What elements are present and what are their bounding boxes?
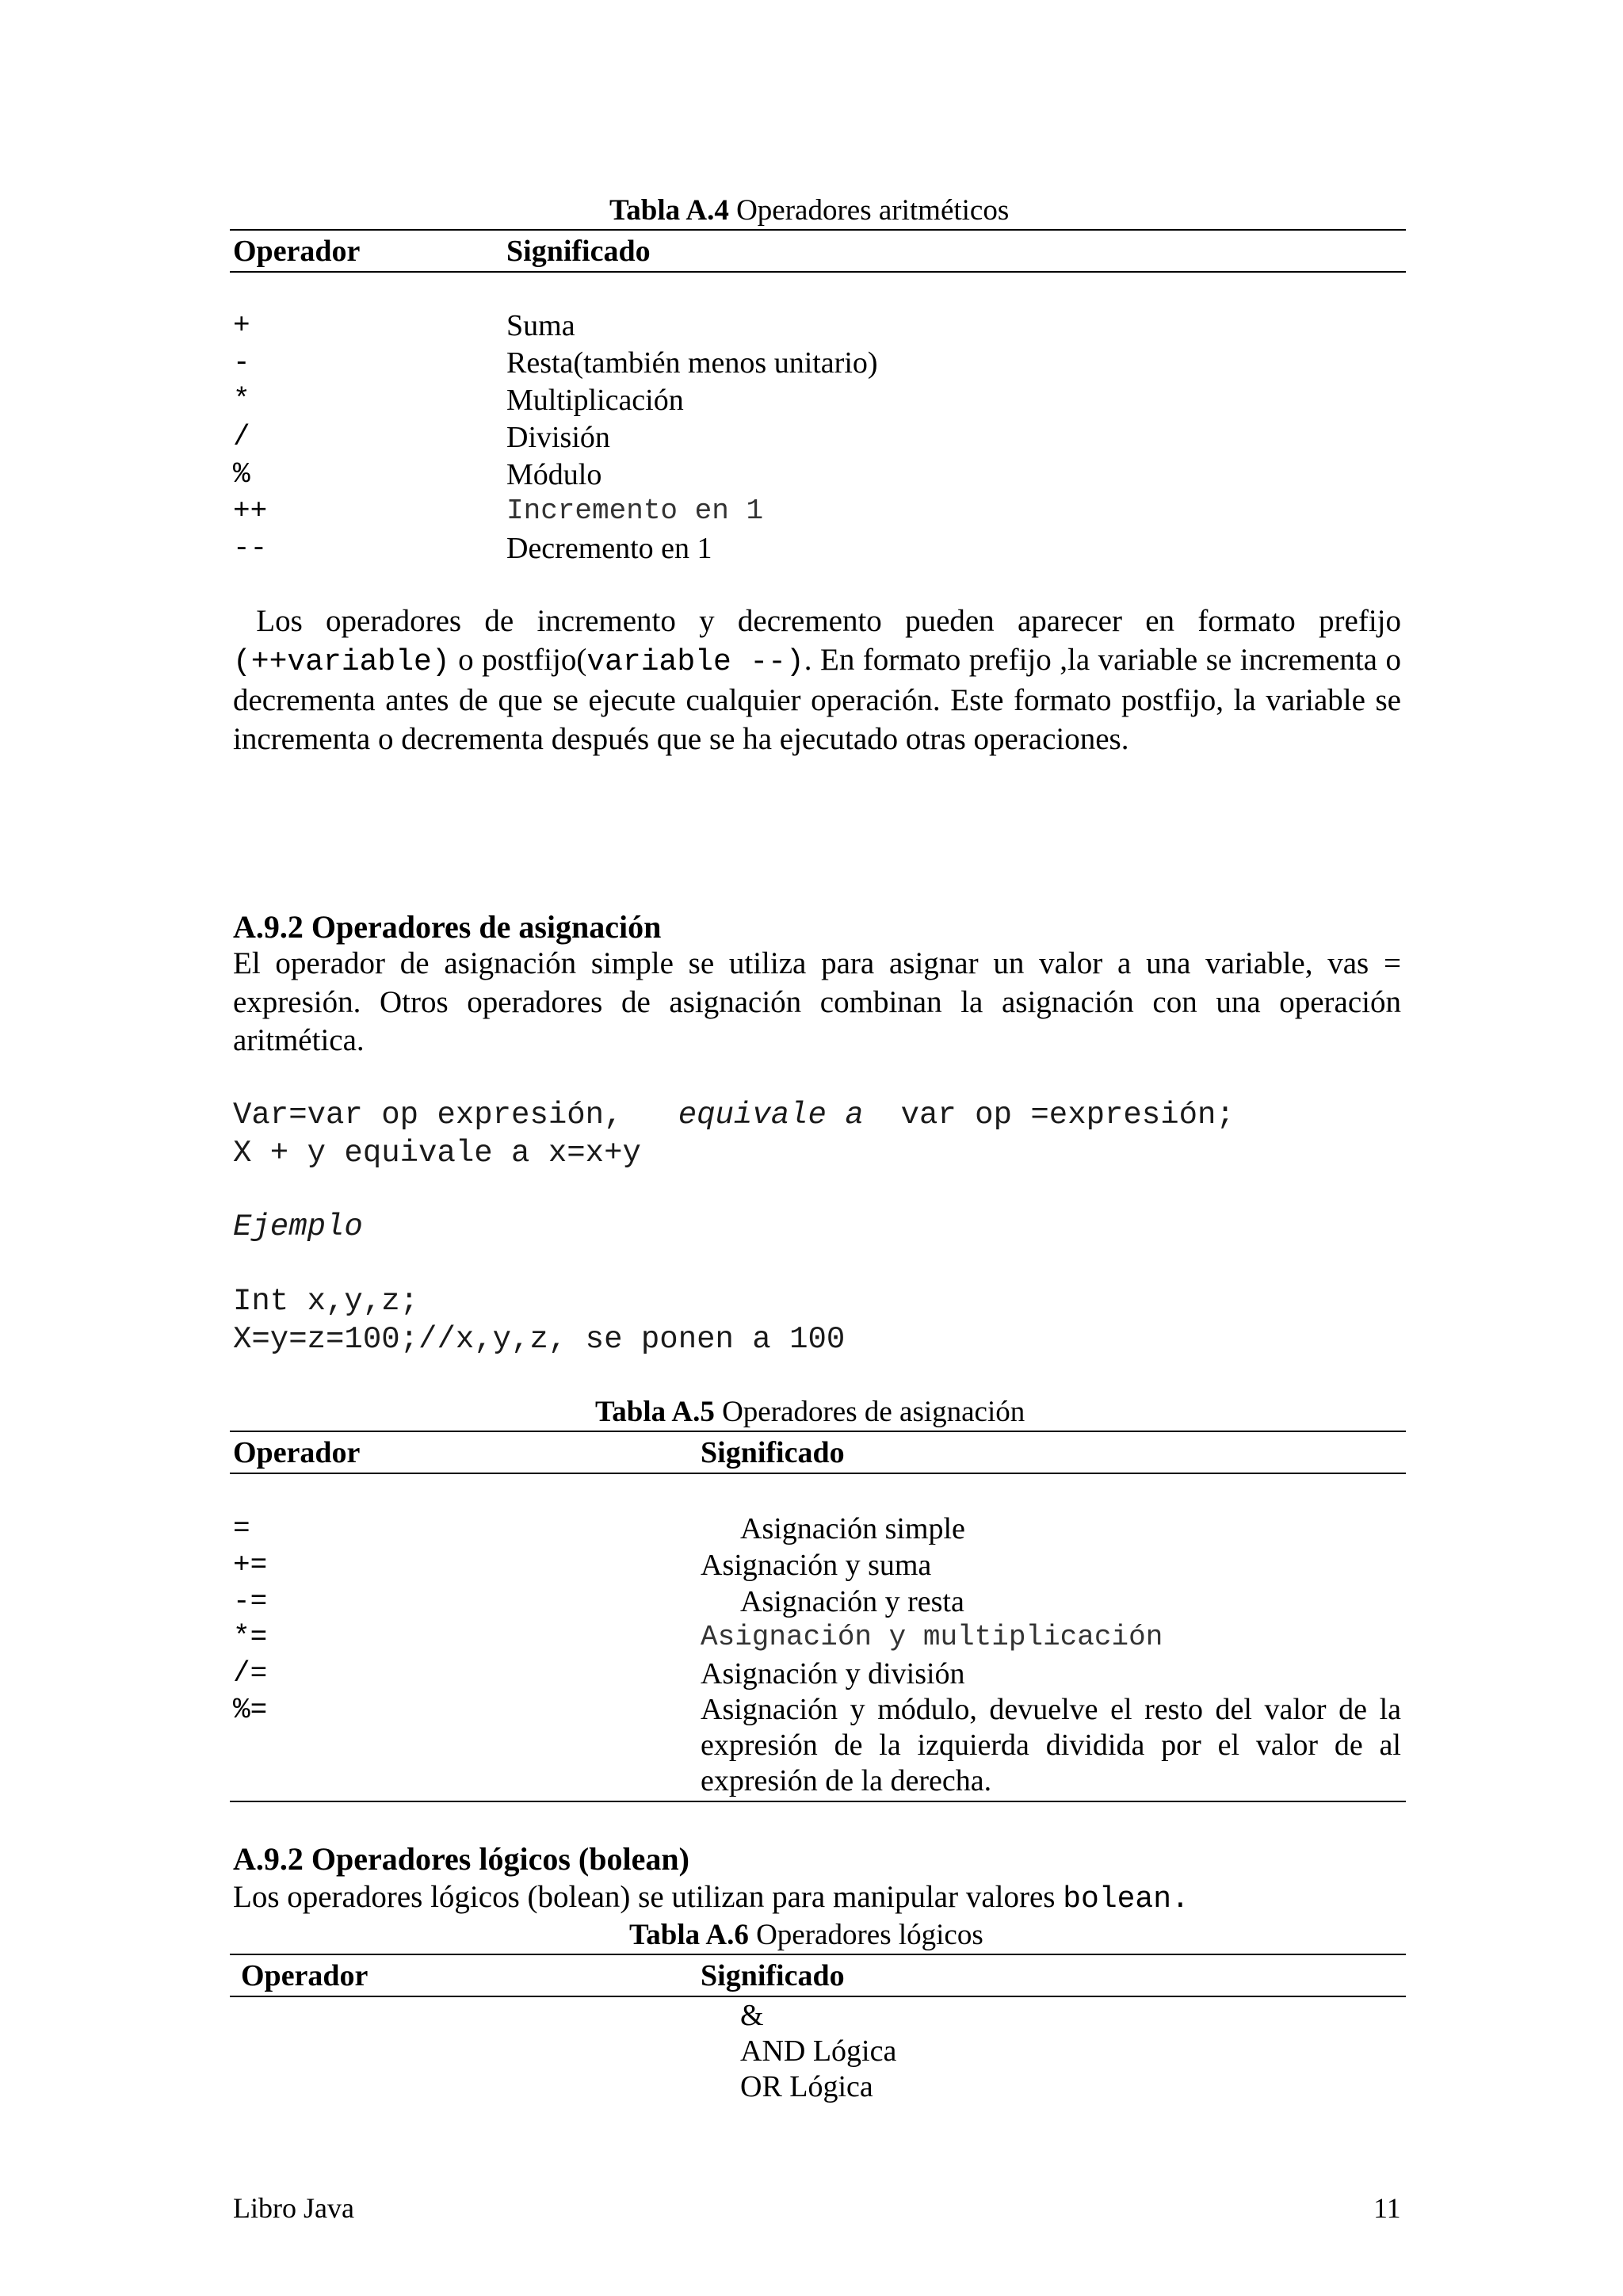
table-cell-meaning: División <box>506 421 610 454</box>
paragraph-text: Los operadores de incremento y decremento pueden aparecer en formato prefijo <box>256 604 1401 638</box>
table-rule-top <box>230 229 1406 231</box>
paragraph-logical <box>233 1878 1190 1919</box>
table-cell-operator: % <box>233 458 250 491</box>
table-cell-meaning: Asignación y multiplicación <box>701 1621 1163 1653</box>
table-caption-label: Tabla A.6 <box>629 1919 749 1951</box>
code-text-italic: equivale a <box>678 1098 864 1133</box>
table-rule-bottom <box>230 1801 1406 1802</box>
code-line-equivalence <box>233 1096 1235 1134</box>
table-cell-meaning: AND Lógica <box>740 2034 897 2068</box>
code-text: Var=var op expresión, <box>233 1098 623 1133</box>
paragraph-text: . En formato prefijo ,la variable se incrementa o decrementa antes de que se ejecute cualquier operación. Este formato postfijo, la variable se incrementa o decrementa después que se ha ejecutado otras operaciones. <box>233 642 1401 756</box>
table-a4-caption <box>609 193 1009 228</box>
code-line-example: X + y equivale a x=x+y <box>233 1136 641 1171</box>
table-cell-meaning: Decremento en 1 <box>506 532 712 565</box>
table-header-operator: Operador <box>241 1959 369 1992</box>
inline-code: (++variable) <box>233 644 450 679</box>
table-header-operator: Operador <box>233 1436 361 1469</box>
inline-code: bolean. <box>1063 1882 1190 1916</box>
paragraph-assignment: El operador de asignación simple se utiliza para asignar un valor a una variable, vas = expresión. Otros operadores de asignación combinan la asignación con una operación aritmética. <box>233 946 1401 1057</box>
table-cell-operator: ++ <box>233 495 268 527</box>
table-cell-meaning: Asignación y módulo, devuelve el resto del valor de la expresión de la izquierda dividida por el valor de al expresión de la derecha. <box>701 1693 1401 1797</box>
table-cell-meaning: Incremento en 1 <box>506 495 764 527</box>
table-cell-meaning: OR Lógica <box>740 2070 873 2103</box>
section-heading-logical: A.9.2 Operadores lógicos (bolean) <box>233 1841 689 1877</box>
footer-book-title: Libro Java <box>233 2192 354 2224</box>
table-header-operator: Operador <box>233 235 361 268</box>
table-caption-text: Operadores de asignación <box>722 1396 1025 1428</box>
table-caption-label: Tabla A.5 <box>595 1396 715 1428</box>
table-rule-top <box>230 1954 1406 1955</box>
inline-code: variable --) <box>586 644 804 679</box>
table-cell-operator: -= <box>233 1585 268 1618</box>
table-a5-caption <box>595 1395 1025 1430</box>
table-cell-operator: /= <box>233 1657 268 1690</box>
section-heading-assignment: A.9.2 Operadores de asignación <box>233 909 662 945</box>
paragraph-text: Los operadores lógicos (bolean) se utilizan para manipular valores <box>233 1880 1064 1914</box>
table-rule-header <box>230 1996 1406 1997</box>
code-text: var op =expresión; <box>900 1098 1235 1133</box>
paragraph-increment <box>233 602 1401 758</box>
table-caption-text: Operadores lógicos <box>756 1919 983 1951</box>
table-header-meaning: Significado <box>506 235 651 268</box>
table-rule-header <box>230 1473 1406 1474</box>
table-cell-meaning: Asignación simple <box>740 1512 965 1545</box>
table-cell-operator: * <box>233 384 250 416</box>
table-cell-operator: -- <box>233 532 268 564</box>
table-caption-text: Operadores aritméticos <box>736 194 1010 227</box>
table-header-meaning: Significado <box>701 1436 845 1469</box>
table-cell-meaning: Multiplicación <box>506 384 684 417</box>
table-cell-operator: / <box>233 421 250 453</box>
table-cell-operator: - <box>233 346 250 379</box>
code-line-assignment: X=y=z=100;//x,y,z, se ponen a 100 <box>233 1322 846 1357</box>
table-rule-header <box>230 271 1406 273</box>
table-cell-meaning: Asignación y resta <box>740 1585 964 1618</box>
table-rule-top <box>230 1431 1406 1432</box>
table-cell-operator: %= <box>233 1694 268 1726</box>
table-a6-caption <box>629 1918 983 1953</box>
table-cell-operator: + <box>233 309 250 342</box>
paragraph-text: o postfijo( <box>449 642 587 677</box>
table-cell-operator: *= <box>233 1621 268 1653</box>
table-caption-label: Tabla A.4 <box>609 194 729 227</box>
footer-page-number: 11 <box>1373 2192 1401 2224</box>
example-label-text: Ejemplo <box>233 1209 363 1244</box>
table-cell-meaning: Módulo <box>506 458 602 491</box>
table-cell-meaning: & <box>740 1999 764 2032</box>
example-label <box>233 1208 363 1246</box>
code-line-declaration: Int x,y,z; <box>233 1284 419 1319</box>
table-header-meaning: Significado <box>701 1959 845 1992</box>
table-cell-operator: += <box>233 1549 268 1581</box>
table-cell-meaning: Asignación y suma <box>701 1549 932 1582</box>
table-cell-meaning: Asignación y división <box>701 1657 965 1690</box>
table-cell-operator: = <box>233 1512 250 1545</box>
table-cell-meaning: Resta(también menos unitario) <box>506 346 878 380</box>
table-cell-meaning: Suma <box>506 309 575 342</box>
